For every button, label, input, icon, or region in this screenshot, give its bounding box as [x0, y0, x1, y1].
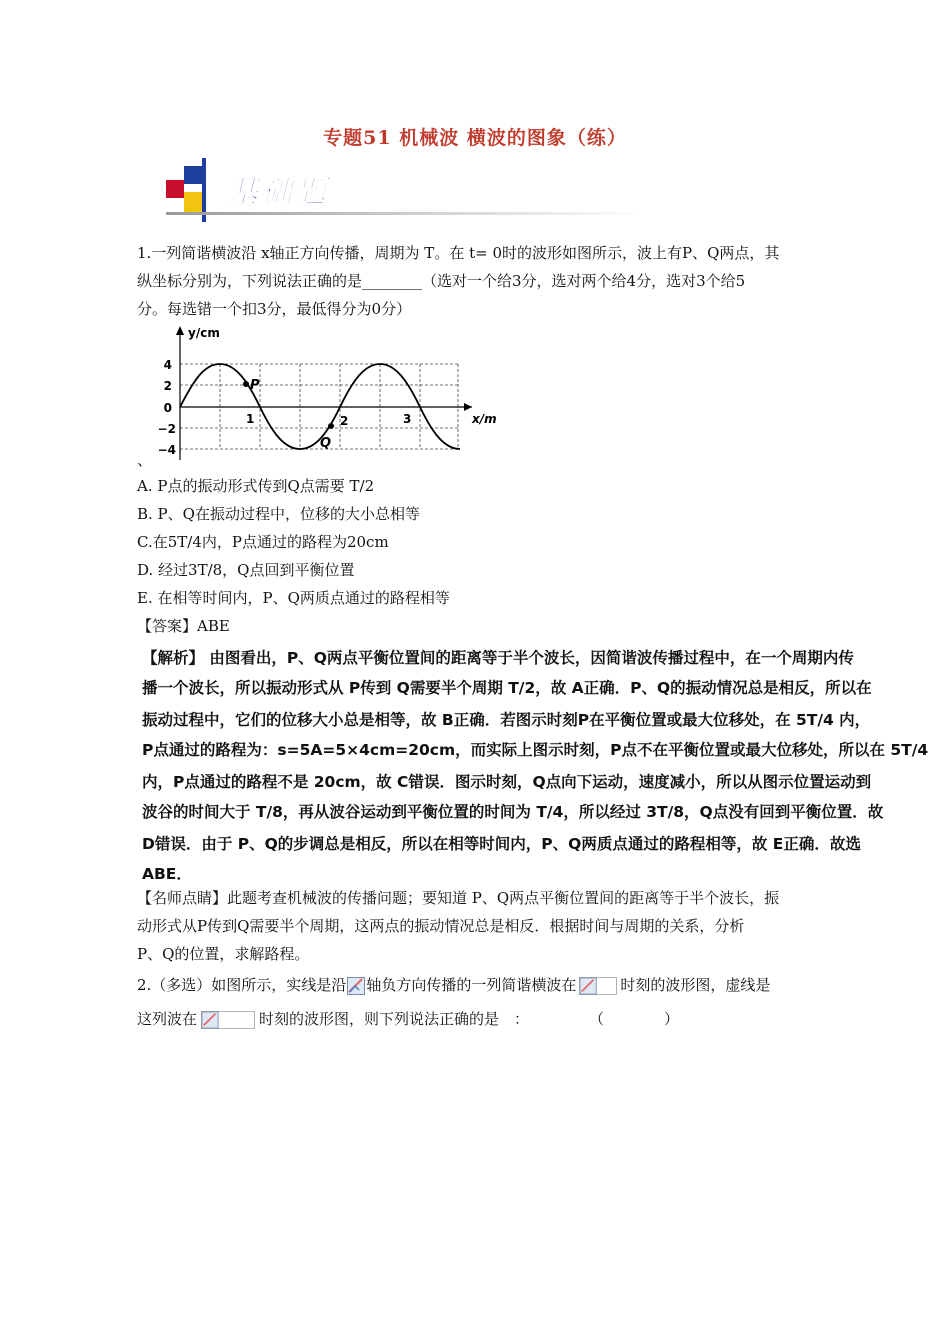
q1-stem-line2: 纵坐标分别为，下列说法正确的是________（选对一个给3分，选对两个给4分，选对3个给5	[137, 272, 746, 290]
option-a: A. P点的振动形式传到Q点需要 T/2	[137, 477, 375, 495]
analysis-line8: ABE．	[142, 865, 192, 883]
x-axis-label: x/m	[472, 412, 497, 426]
y-axis-label: y/cm	[188, 326, 220, 340]
analysis-line7: D错误．由于 P、Q的步调总是相反，所以在相等时间内，P、Q两质点通过的路程相等，故 E正确．故选	[142, 835, 861, 853]
q2-text-a: 2.（多选）如图所示，实线是沿	[137, 976, 347, 994]
option-e: E. 在相等时间内，P、Q两质点通过的路程相等	[137, 589, 450, 607]
comment-line2: 动形式从P传到Q需要半个周期，这两点的振动情况总是相反．根据时间与周期的关系，分析	[137, 917, 745, 935]
ytick-neg4: −4	[157, 443, 176, 457]
analysis-line6: 波谷的时间大于 T/8，再从波谷运动到平衡位置的时间为 T/4，所以经过 3T/8，Q点没有回到平衡位置．故	[142, 803, 884, 821]
xtick-2: 2	[340, 414, 349, 428]
q2-text-d: 这列波在	[137, 1010, 198, 1028]
q2-text-e: 时刻的波形图，则下列说法正确的是 ： （ ）	[259, 1010, 680, 1028]
analysis-line2: 播一个波长，所以振动形式从 P传到 Q需要半个周期 T/2，故 A正确．P、Q的振动情况总是相反，所以在	[142, 679, 872, 697]
option-d: D. 经过3T/8，Q点回到平衡位置	[137, 561, 355, 579]
broken-image-icon	[347, 977, 365, 995]
option-c: C.在5T/4内，P点通过的路程为20cm	[137, 533, 389, 551]
comment-line1: 【名师点睛】此题考查机械波的传播问题；要知道 P、Q两点平衡位置间的距离等于半个波长，振	[137, 889, 780, 907]
xtick-1: 1	[246, 412, 255, 426]
wave-figure	[150, 322, 510, 467]
point-q	[328, 423, 334, 429]
point-p	[243, 381, 249, 387]
ytick-4: 4	[163, 358, 172, 372]
label-q: Q	[320, 436, 332, 451]
ytick-neg2: −2	[157, 422, 176, 436]
q2-line1	[137, 975, 770, 995]
broken-image-icon	[198, 1011, 258, 1029]
q1-stem-line1: 1.一列简谐横波沿 x轴正方向传播，周期为 T。在 t= 0时的波形如图所示，波上有P、Q两点，其	[137, 244, 780, 262]
analysis-line5: 内，P点通过的路程不是 20cm，故 C错误．图示时刻，Q点向下运动，速度减小，所以从图示位置运动到	[142, 773, 872, 791]
q2-line2	[137, 1009, 679, 1029]
document-title: 专题51 机械波 横波的图象（练）	[323, 127, 627, 149]
analysis-line3: 振动过程中，它们的位移大小总是相等，故 B正确．若图示时刻P在平衡位置或最大位移处，在 5T/4 内，	[142, 711, 871, 729]
broken-image-icon	[577, 977, 619, 995]
comment-line3: P、Q的位置，求解路程。	[137, 945, 310, 963]
option-b: B. P、Q在振动过程中，位移的大小总相等	[137, 505, 420, 523]
xtick-3: 3	[403, 412, 412, 426]
label-p: P	[250, 378, 260, 393]
q2-text-b: 轴负方向传播的一列简谐横波在	[366, 976, 577, 994]
analysis-line4: P点通过的路程为：s=5A=5×4cm=20cm，而实际上图示时刻，P点不在平衡位置或最大位移处，所以在 5T/4	[142, 741, 929, 759]
section-label: 基础题	[228, 175, 330, 210]
section-banner	[166, 158, 646, 222]
ytick-0: 0	[163, 401, 172, 415]
q1-stem-line3: 分。每选错一个扣3分，最低得分为0分）	[137, 300, 412, 318]
analysis-line1: 【解析】 由图看出，P、Q两点平衡位置间的距离等于半个波长，因简谐波传播过程中，在一个周期内传	[142, 649, 854, 667]
q2-text-c: 时刻的波形图，虚线是	[620, 976, 771, 994]
ytick-2: 2	[163, 379, 172, 393]
answer: 【答案】ABE	[137, 617, 230, 635]
figure-mark: 、	[137, 451, 153, 469]
